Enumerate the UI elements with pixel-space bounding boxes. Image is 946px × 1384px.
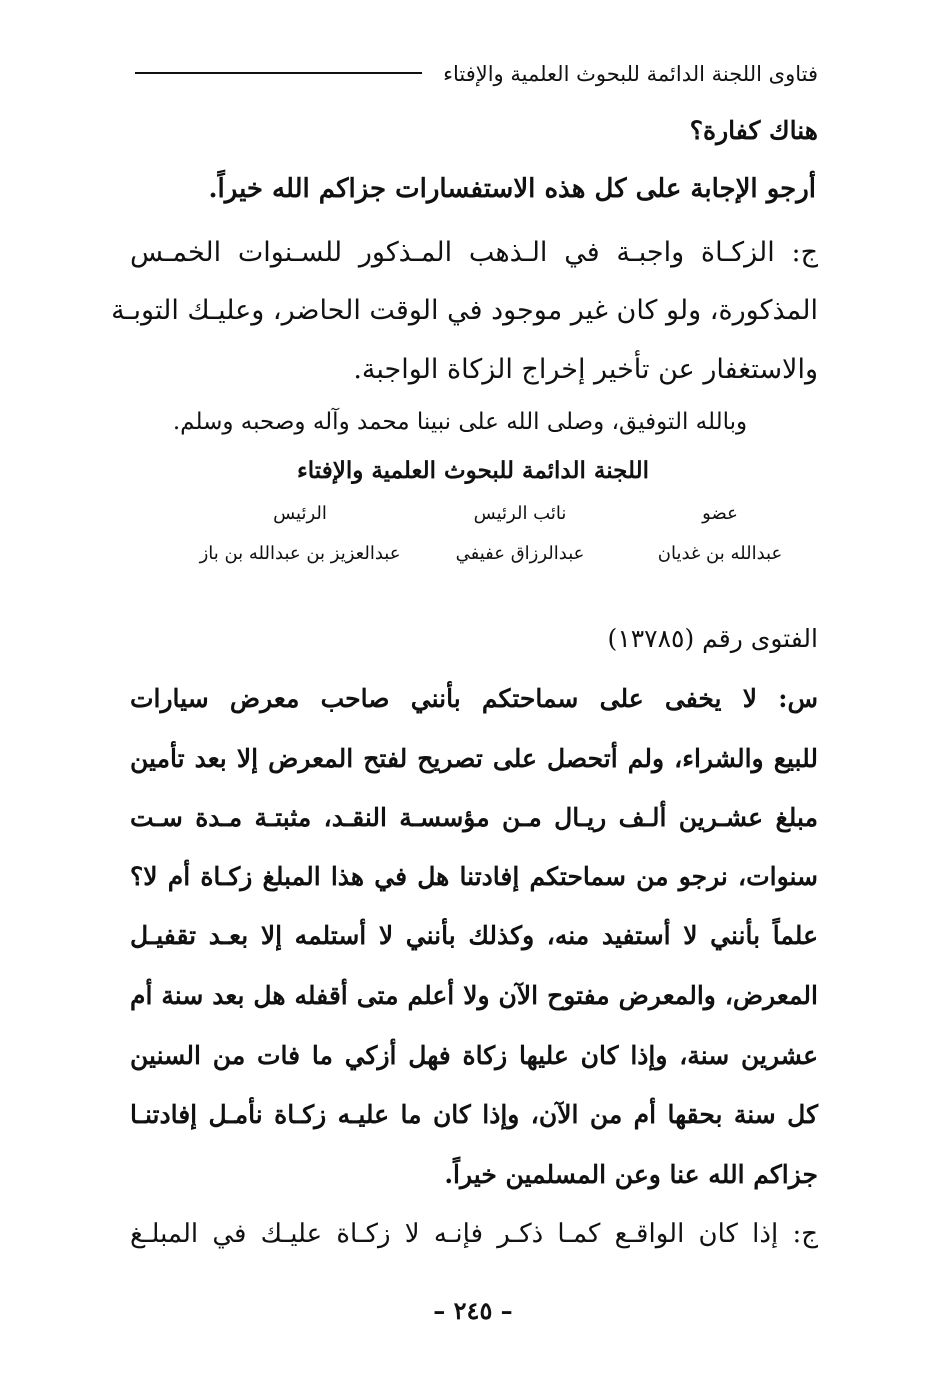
question-line-8: كل سنة بحقها أم من الآن، وإذا كان ما عليـه زكـاة نأمـل إفادتنـا (130, 1100, 818, 1129)
question-line-9: جزاكم الله عنا وعن المسلمين خيراً. (444, 1160, 818, 1189)
signature-role-vice-president: نائب الرئيس (473, 503, 567, 524)
signature-role-member: عضو (702, 503, 738, 524)
header-rule (135, 72, 422, 74)
page-number: – ٢٤٥ – (433, 1296, 513, 1325)
question-end-line-1: هناك كفارة؟ (689, 116, 818, 145)
answer-line-1: ج: الزكـاة واجبـة في الـذهب المـذكور للسـنوات الخمـس (130, 237, 818, 268)
question-line-3: مبلغ عشـرين ألـف ريـال مـن مؤسسـة النقـد، مثبتـة مـدة سـت (130, 803, 818, 832)
question-line-6: المعرض، والمعرض مفتوح الآن ولا أعلم متى أقفله هل بعد سنة أم (130, 981, 818, 1010)
signature-name-president: عبدالعزيز بن عبدالله بن باز (199, 543, 401, 564)
question-line-1: س: لا يخفى على سماحتكم بأنني صاحب معرض سيارات (130, 684, 818, 713)
answer-line-3: والاستغفار عن تأخير إخراج الزكاة الواجبة. (353, 354, 818, 385)
question-line-4: سنوات، نرجو من سماحتكم إفادتنا هل في هذا المبلغ زكـاة أم لا؟ (130, 862, 818, 891)
closing-formula: وبالله التوفيق، وصلى الله على نبينا محمد وآله وصحبه وسلم. (172, 409, 748, 435)
answer-start-line: ج: إذا كان الواقـع كمـا ذكـر فإنـه لا زكـاة عليـك في المبلـغ (130, 1219, 818, 1249)
signature-role-president: الرئيس (273, 503, 327, 524)
answer-line-2: المذكورة، ولو كان غير موجود في الوقت الحاضر، وعليـك التوبـة (111, 295, 818, 326)
signature-name-vice-president: عبدالرزاق عفيفي (455, 543, 585, 564)
signature-name-member: عبدالله بن غديان (657, 543, 783, 564)
fatwa-number-title: الفتوى رقم (١٣٧٨٥) (607, 624, 818, 653)
question-end-line-2: أرجو الإجابة على كل هذه الاستفسارات جزاكم الله خيراً. (208, 174, 816, 204)
question-line-2: للبيع والشراء، ولم أتحصل على تصريح لفتح المعرض إلا بعد تأمين (130, 744, 818, 773)
question-line-5: علماً بأنني لا أستفيد منه، وكذلك بأنني لا أستلمه إلا بعـد تقفيـل (130, 921, 818, 950)
committee-name: اللجنة الدائمة للبحوث العلمية والإفتاء (296, 457, 650, 484)
running-header-title: فتاوى اللجنة الدائمة للبحوث العلمية والإفتاء (443, 62, 818, 86)
question-line-7: عشرين سنة، وإذا كان عليها زكاة فهل أزكي ما فات من السنين (130, 1041, 818, 1070)
